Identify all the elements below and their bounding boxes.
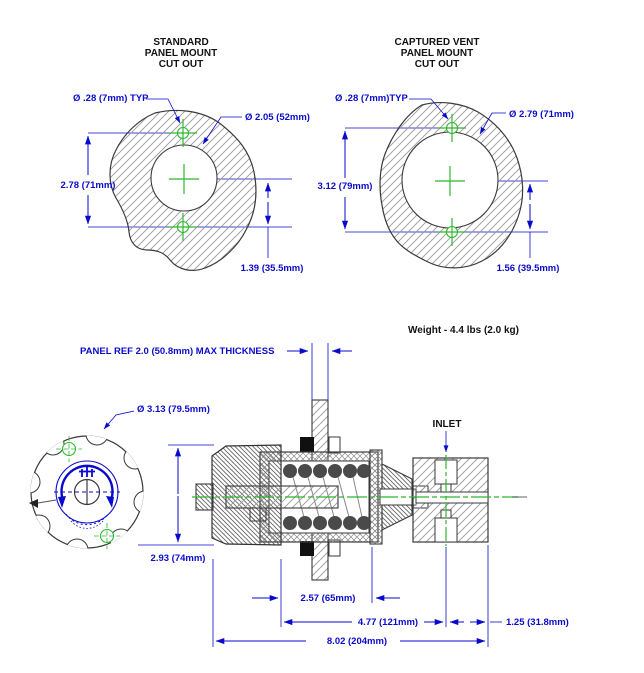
vent-title-line1: CAPTURED VENT (394, 37, 480, 48)
inlet-callout (433, 419, 462, 452)
vent-bore-label: Ø 2.79 (71mm) (509, 109, 574, 120)
knob-to-inlet-label: 4.77 (121mm) (357, 617, 419, 628)
standard-title-line1: STANDARD (153, 37, 209, 48)
knob-front-view (18, 423, 156, 561)
knob-dia-label: Ø 3.13 (79.5mm) (137, 404, 210, 415)
dim-knob-to-inlet (284, 617, 443, 628)
standard-center-offset-label: 1.39 (35.5mm) (240, 263, 304, 274)
panel-ref-label: PANEL REF 2.0 (50.8mm) MAX THICKNESS (80, 346, 275, 357)
inlet-to-end-label: 1.25 (31.8mm) (506, 617, 569, 628)
standard-hole-spacing-label: 2.78 (71mm) (60, 180, 116, 191)
captured-vent-cutout-view (318, 37, 574, 274)
standard-cutout-view (61, 37, 310, 274)
dim-panel-to-face (252, 593, 400, 604)
inlet-label: INLET (432, 419, 462, 430)
vent-nut-top (329, 437, 340, 453)
dim-vent-hole-spacing (318, 131, 373, 229)
knob-height-label: 2.93 (74mm) (150, 553, 206, 564)
vent-title-line3: CUT OUT (414, 59, 460, 70)
vent-title-line2: PANEL MOUNT (400, 48, 474, 59)
standard-bore-label: Ø 2.05 (52mm) (245, 112, 310, 123)
panel-ref-callout (80, 343, 352, 401)
lock-nut (250, 508, 266, 521)
weight-label: Weight - 4.4 lbs (2.0 kg) (408, 325, 519, 336)
section-view (18, 325, 569, 647)
vent-center-offset-label: 1.56 (39.5mm) (496, 263, 560, 274)
leader-knob-dia (104, 404, 210, 429)
standard-title-line3: CUT OUT (158, 59, 204, 70)
standard-title-line2: PANEL MOUNT (144, 48, 218, 59)
vent-hole-spacing-label: 3.12 (79mm) (317, 181, 373, 192)
dim-standard-hole-spacing (61, 136, 116, 224)
dim-overall-length (216, 636, 485, 647)
regulator-cross-section (192, 400, 527, 580)
overall-length-label: 8.02 (204mm) (326, 636, 388, 647)
vent-mount-hole-label: Ø .28 (7mm)TYP (335, 93, 408, 104)
panel-to-face-label: 2.57 (65mm) (300, 593, 356, 604)
dim-inlet-to-end (450, 617, 569, 628)
panel-nut-top (300, 437, 314, 452)
panel-nut-bottom (300, 541, 314, 556)
standard-mount-hole-label: Ø .28 (7mm) TYP (73, 93, 149, 104)
